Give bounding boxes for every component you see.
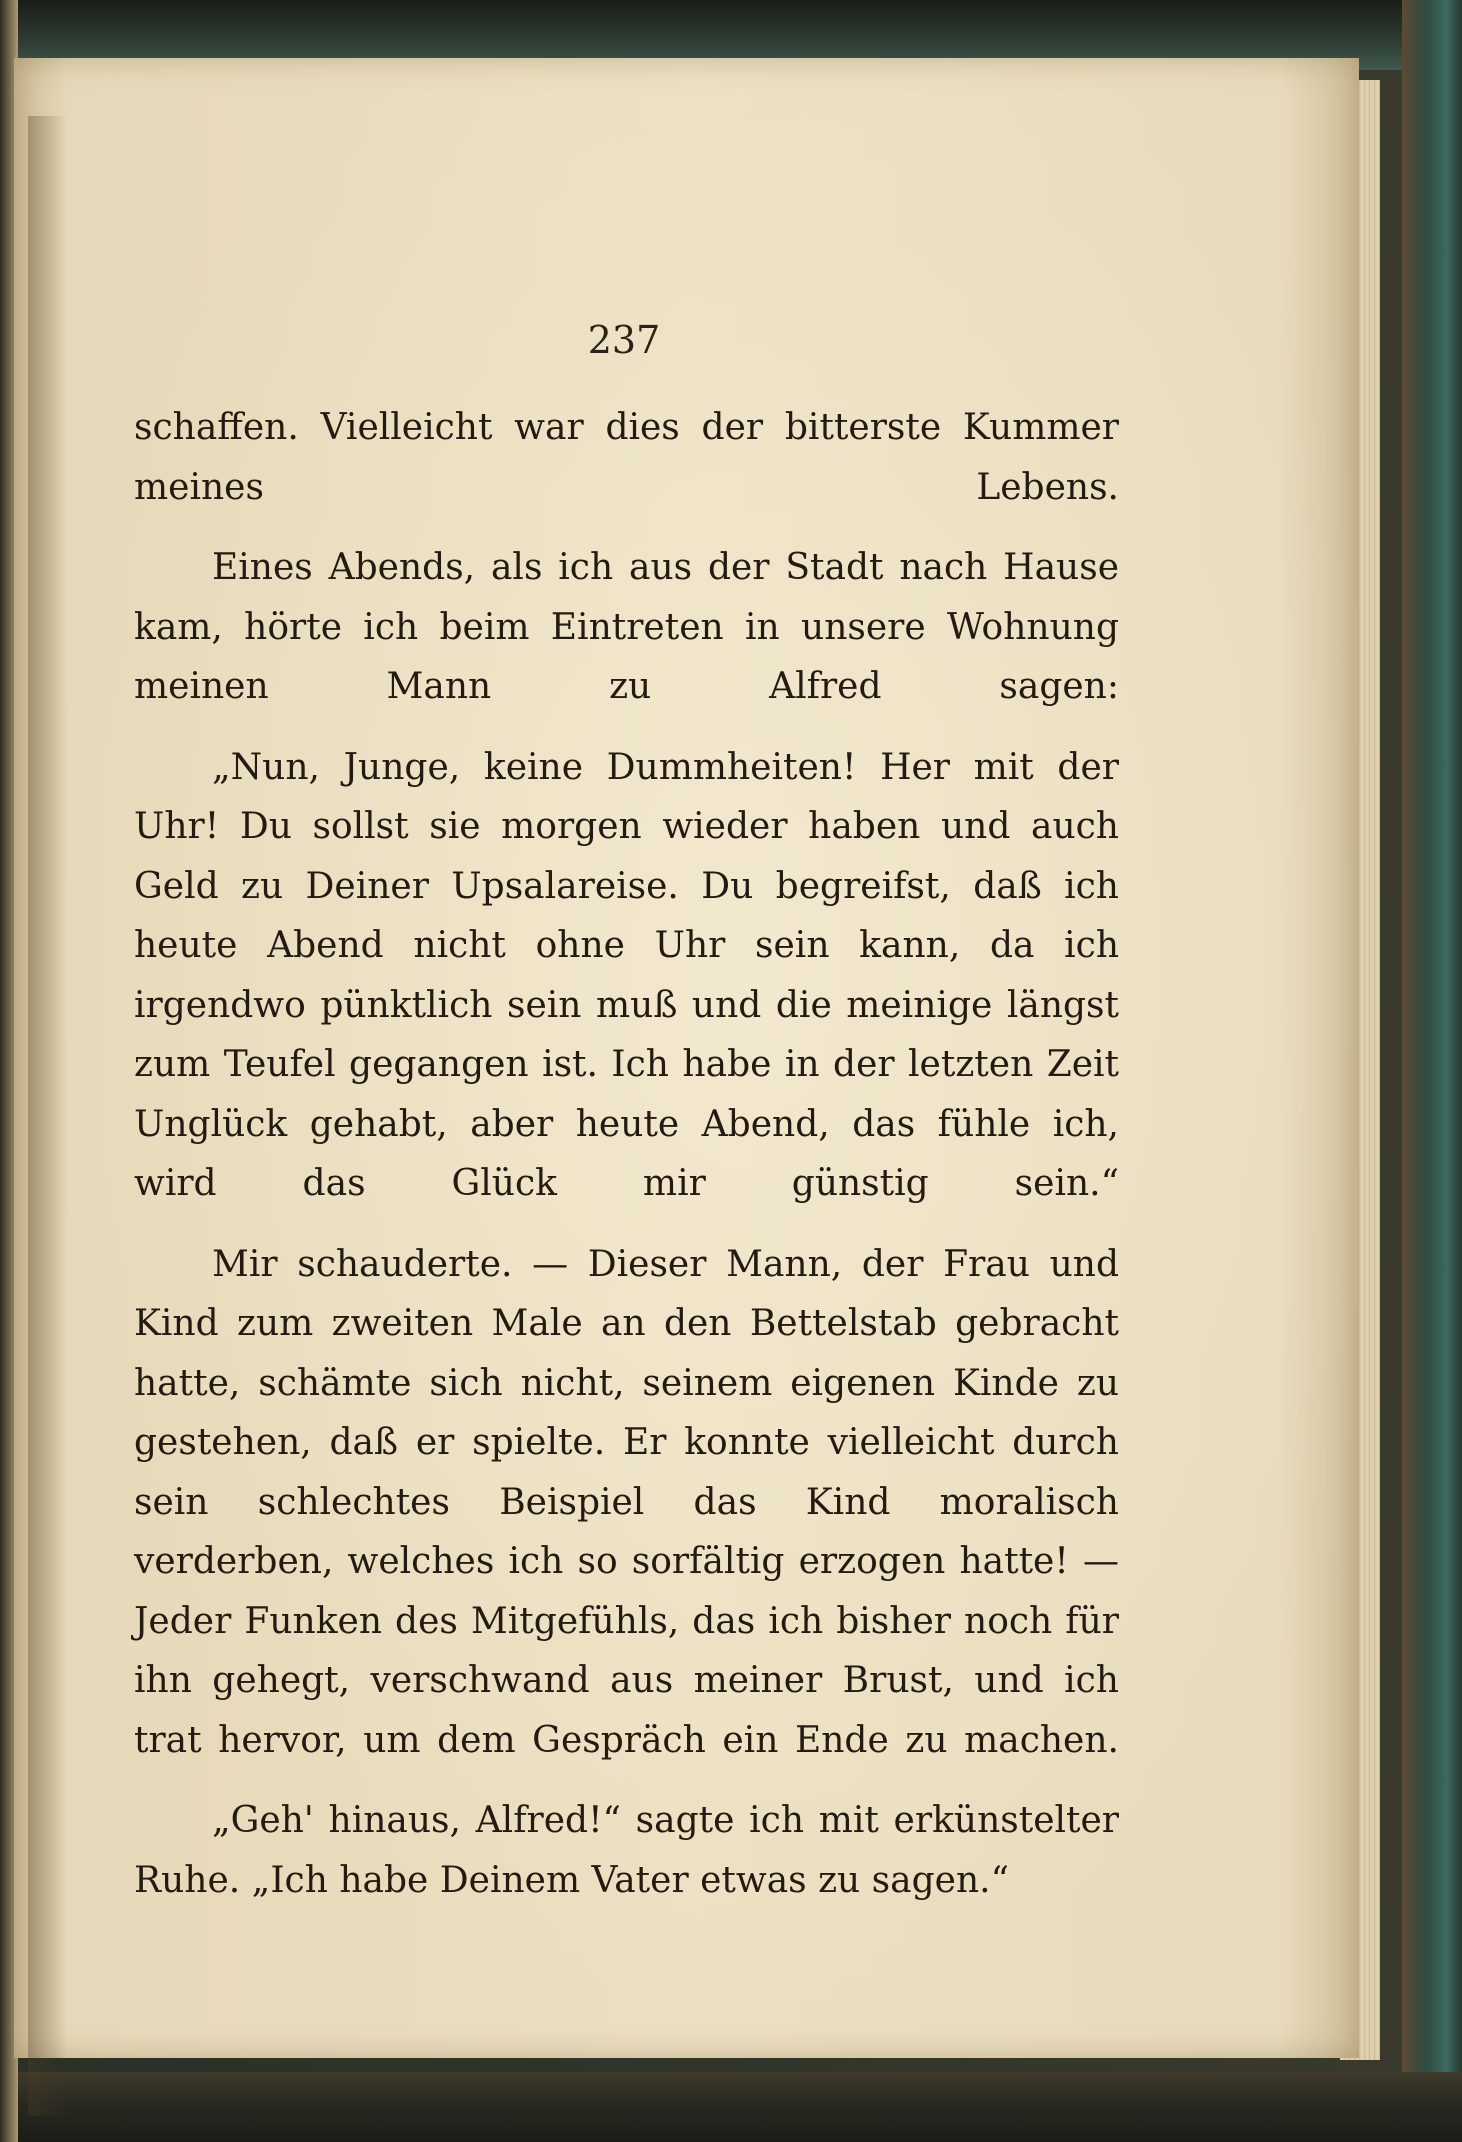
book-cover-bottom-edge	[0, 2072, 1462, 2142]
paragraph-2: Eines Abends, als ich aus der Stadt nach Hause kam, hörte ich beim Eintreten in unsere Wohnung meinen Mann zu Alfred sagen:	[134, 547, 1119, 707]
body-text	[134, 398, 1119, 1931]
paragraph-4: Mir schauderte. — Dieser Mann, der Frau und Kind zum zweiten Male an den Bettelstab gebracht hatte, schämte sich nicht, seinem eigenen Kinde zu gestehen, daß er spielte. Er konnte vielleicht durch sein schlechtes Beispiel das Kind moralisch verderben, welches ich so sorfältig erzogen hatte! — Jeder Funken des Mitgefühls, das ich bisher noch für ihn gehegt, verschwand aus meiner Brust, und ich trat hervor, um dem Gespräch ein Ende zu machen.	[134, 1243, 1119, 1761]
paragraph-1: schaffen. Vielleicht war dies der bitterste Kummer meines Lebens.	[134, 407, 1119, 508]
gutter-shadow	[28, 116, 68, 2116]
page-number: 237	[587, 318, 661, 362]
paragraph-3: „Nun, Junge, keine Dummheiten! Her mit der Uhr! Du sollst sie morgen wieder haben und auch Geld zu Deiner Upsalareise. Du begreifst, daß ich heute Abend nicht ohne Uhr sein kann, da ich irgendwo pünktlich sein muß und die meinige längst zum Teufel gegangen ist. Ich habe in der letzten Zeit Unglück gehabt, aber heute Abend, das fühle ich, wird das Glück mir günstig sein.“	[134, 746, 1119, 1204]
paragraph-5: „Geh' hinaus, Alfred!“ sagte ich mit erkünstelter Ruhe. „Ich habe Deinem Vater etwas zu sagen.“	[134, 1800, 1119, 1901]
book-cover-right-edge	[1402, 0, 1462, 2142]
paper-page	[14, 58, 1359, 2058]
